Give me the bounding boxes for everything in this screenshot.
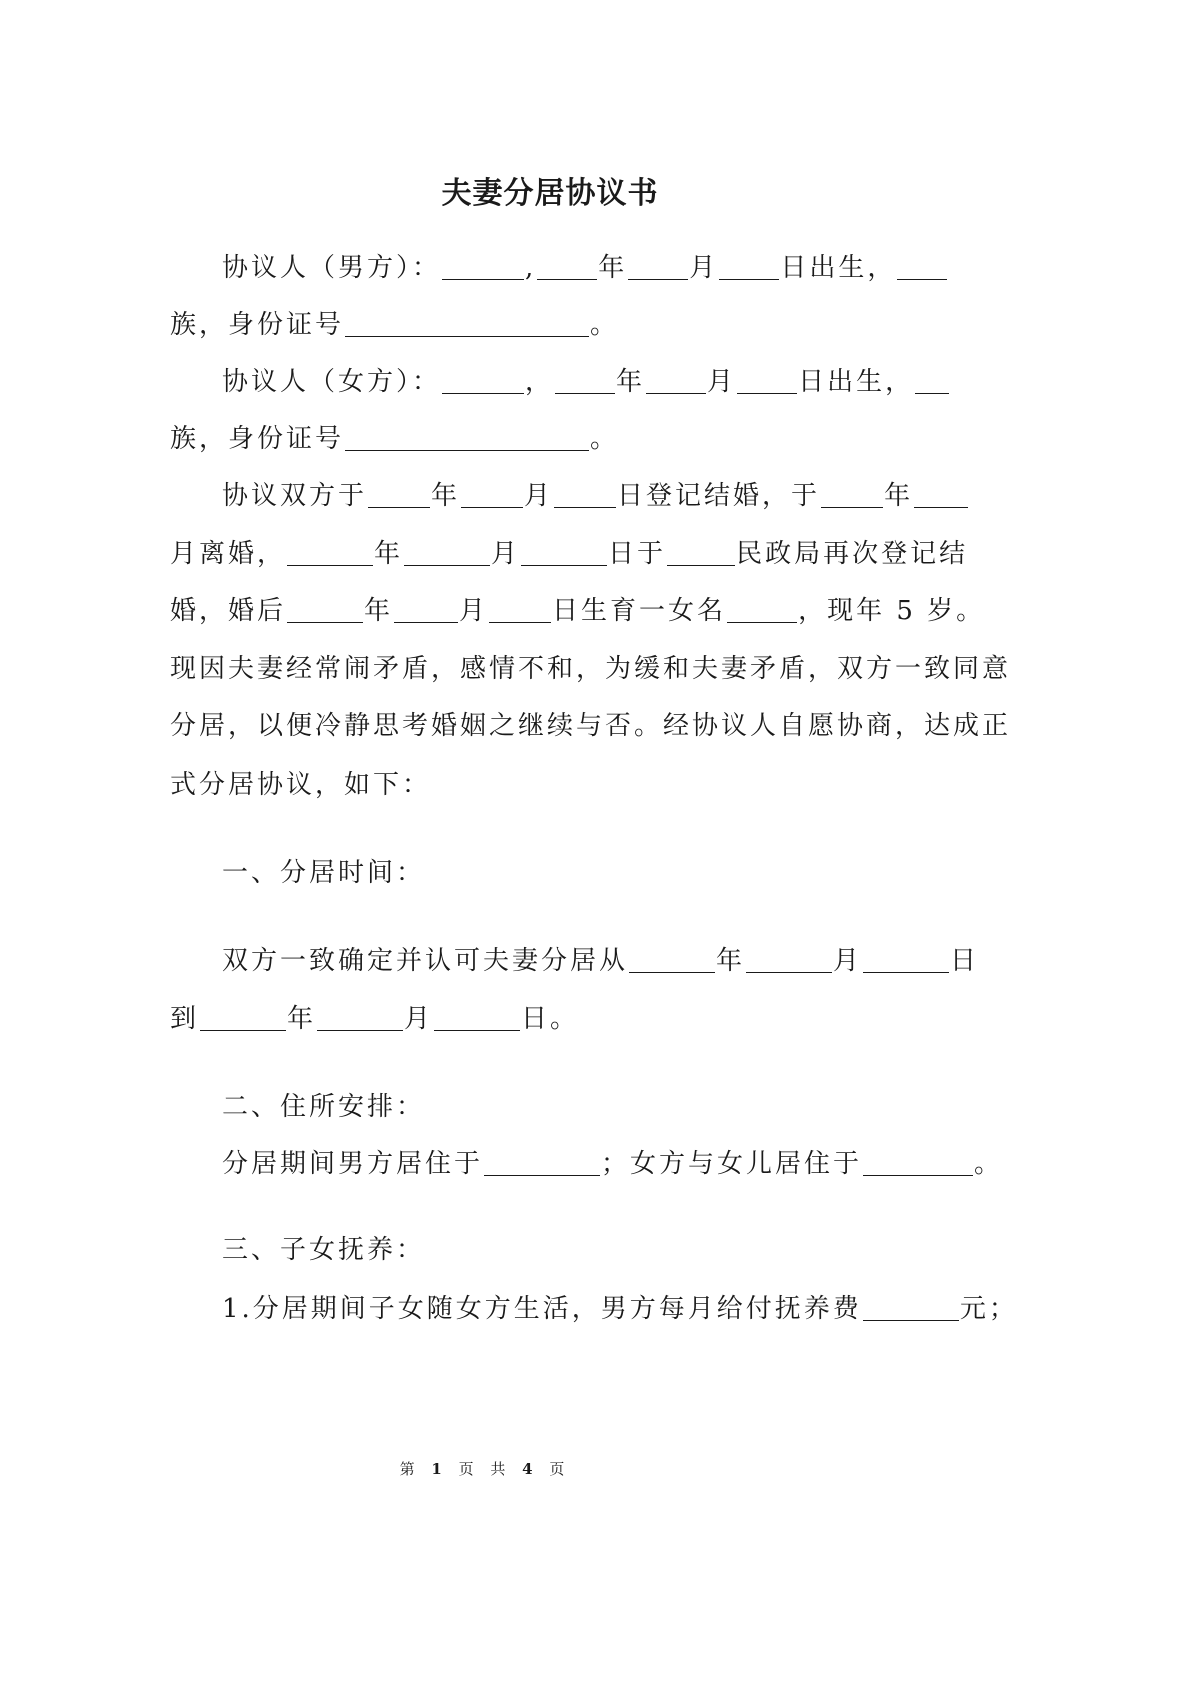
body-text-2: 分居，以便冷静思考婚姻之继续与否。经协议人自愿协商，达成正 <box>170 711 1012 741</box>
blank-child-support-amount[interactable] <box>863 1294 959 1321</box>
male-id-line: 族，身份证号 。 <box>170 310 620 340</box>
blank-married-month[interactable] <box>461 481 523 508</box>
blank-divorce-month[interactable] <box>914 481 968 508</box>
blank-female-name[interactable] <box>442 367 524 394</box>
blank-male-id-number[interactable] <box>345 310 589 337</box>
blank-female-birth-year[interactable] <box>555 367 615 394</box>
blank-child-birth-year[interactable] <box>287 596 363 623</box>
marriage-line-1: 协议双方于 年 月 日登记结婚，于 年 <box>222 478 969 514</box>
blank-female-birth-month[interactable] <box>646 367 706 394</box>
current-page-number: 1 <box>431 1460 448 1478</box>
blank-male-residence[interactable] <box>484 1149 600 1176</box>
blank-male-name[interactable] <box>442 253 524 280</box>
section-1-heading: 一、分居时间： <box>222 858 426 888</box>
marriage-line-2: 月离婚， 年 月 日于 民政局再次登记结 <box>170 539 969 569</box>
section-2-heading: 二、住所安排： <box>222 1092 426 1122</box>
blank-child-birth-month[interactable] <box>394 596 458 623</box>
blank-married-day[interactable] <box>554 481 616 508</box>
blank-child-name[interactable] <box>727 596 797 623</box>
blank-female-ethnicity[interactable] <box>915 367 949 394</box>
blank-female-birth-day[interactable] <box>737 367 797 394</box>
blank-male-birth-day[interactable] <box>719 253 779 280</box>
blank-end-day[interactable] <box>434 1004 520 1031</box>
separation-period-line-2: 到 年 月 日。 <box>170 1004 580 1034</box>
residence-line: 分居期间男方居住于 ；女方与女儿居住于 。 <box>222 1149 1004 1179</box>
total-page-count: 4 <box>522 1460 539 1478</box>
male-party-line: 协议人（男方）： , 年 月 日出生， <box>222 250 948 286</box>
female-party-line: 协议人（女方）： ， 年 月 日出生， <box>222 364 950 400</box>
body-text-3: 式分居协议，如下： <box>170 770 432 800</box>
female-id-line: 族，身份证号 。 <box>170 424 620 454</box>
male-party-label: 协议人（男方）： <box>222 253 442 283</box>
blank-male-birth-year[interactable] <box>537 253 597 280</box>
blank-female-residence[interactable] <box>863 1149 973 1176</box>
blank-start-day[interactable] <box>863 946 949 973</box>
blank-remarry-day[interactable] <box>521 539 607 566</box>
female-party-label: 协议人（女方）： <box>222 367 442 397</box>
blank-married-year[interactable] <box>368 481 430 508</box>
blank-female-id-number[interactable] <box>345 424 589 451</box>
blank-divorce-year[interactable] <box>821 481 883 508</box>
blank-start-year[interactable] <box>629 946 715 973</box>
separation-period-line-1: 双方一致确定并认可夫妻分居从 年 月 日 <box>222 946 980 976</box>
body-text-1: 现因夫妻经常闹矛盾，感情不和，为缓和夫妻矛盾，双方一致同意 <box>170 654 1012 684</box>
page-footer: 第 1 页 共 4 页 <box>399 1460 571 1478</box>
blank-male-ethnicity[interactable] <box>897 253 947 280</box>
blank-child-birth-day[interactable] <box>489 596 551 623</box>
section-3-heading: 三、子女抚养： <box>222 1235 426 1265</box>
document-title: 夫妻分居协议书 <box>441 176 659 211</box>
blank-remarry-year[interactable] <box>287 539 373 566</box>
blank-end-month[interactable] <box>317 1004 403 1031</box>
blank-civil-affairs-bureau[interactable] <box>667 539 735 566</box>
blank-start-month[interactable] <box>746 946 832 973</box>
child-support-line: 1.分居期间子女随女方生活，男方每月给付抚养费 元； <box>222 1294 1018 1324</box>
blank-remarry-month[interactable] <box>404 539 490 566</box>
blank-male-birth-month[interactable] <box>628 253 688 280</box>
marriage-line-3: 婚，婚后 年 月 日生育一女名 ，现年 5 岁。 <box>170 596 986 626</box>
blank-end-year[interactable] <box>200 1004 286 1031</box>
